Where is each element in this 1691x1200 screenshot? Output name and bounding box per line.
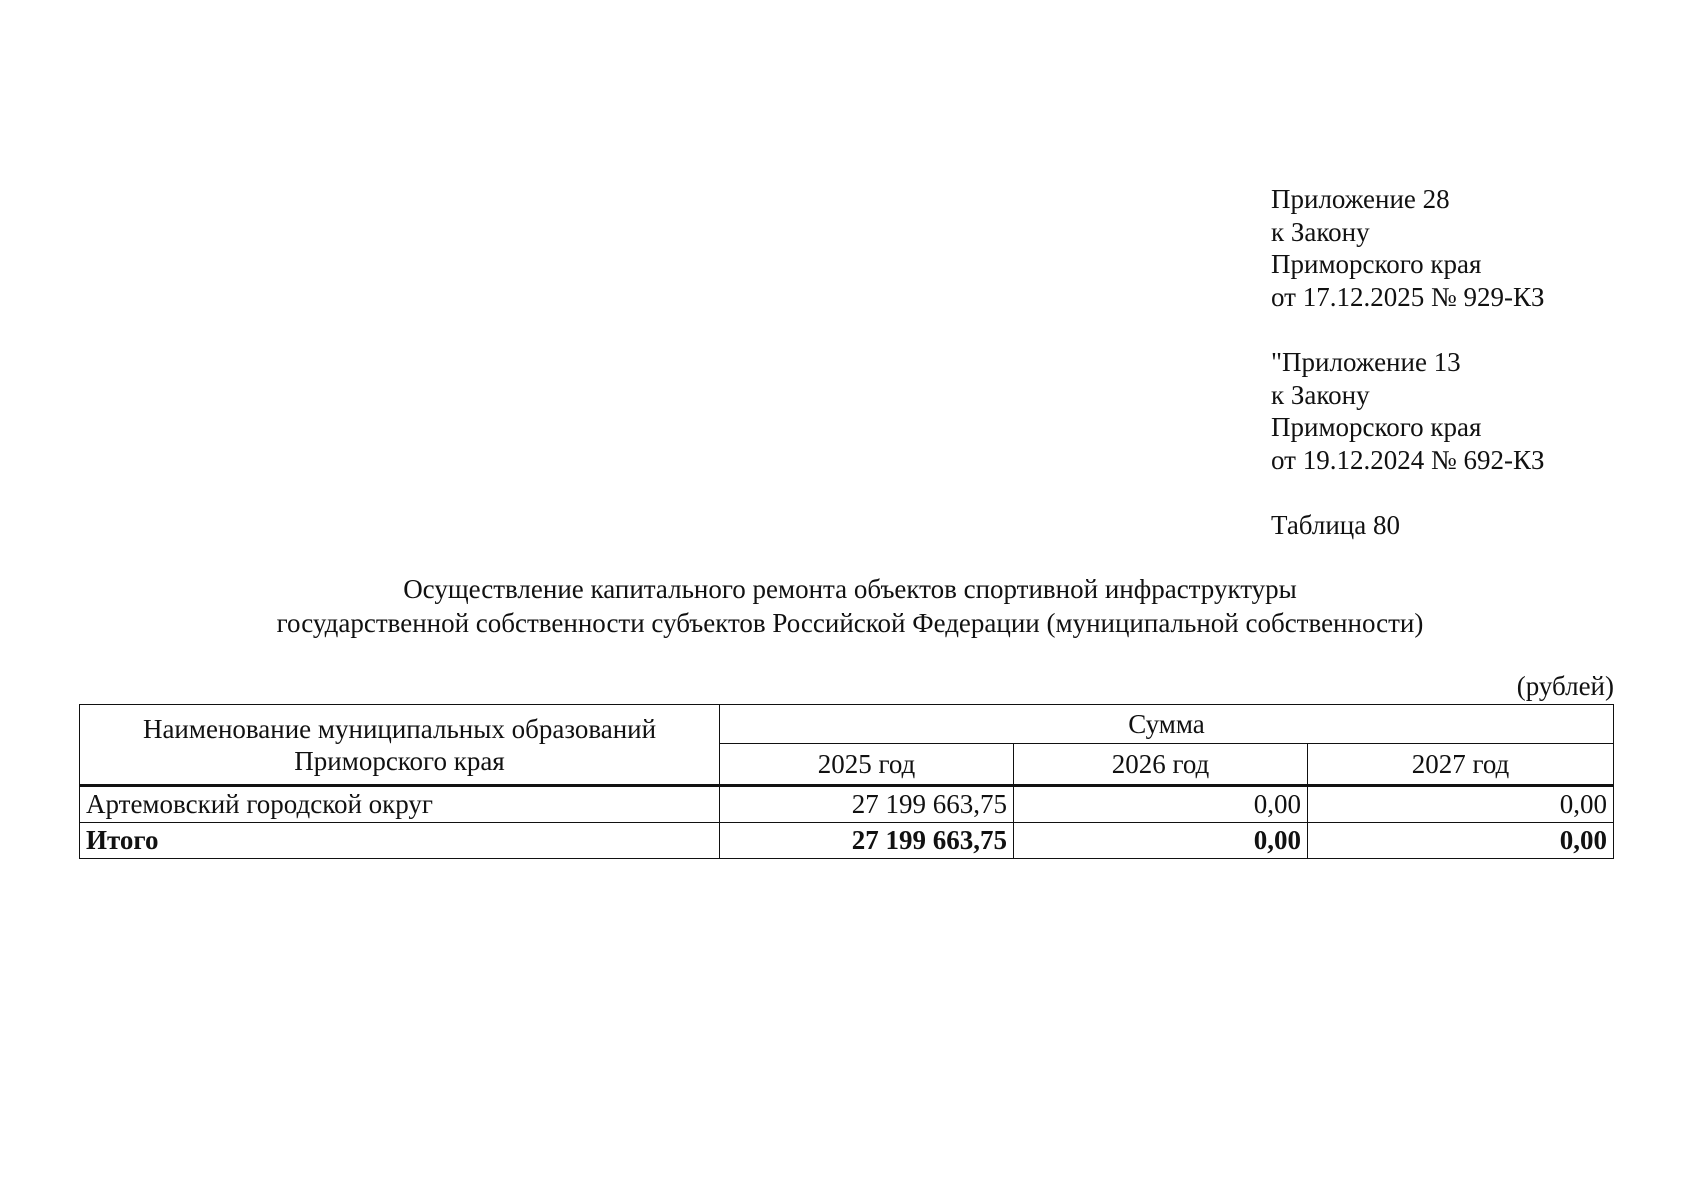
header-sum: Сумма bbox=[720, 705, 1614, 744]
header-year-2027: 2027 год bbox=[1308, 744, 1614, 786]
funding-table bbox=[79, 704, 1614, 859]
document-title-line-1: Осуществление капитального ремонта объектов спортивной инфраструктуры bbox=[403, 574, 1297, 604]
row-value-2025: 27 199 663,75 bbox=[720, 786, 1014, 823]
units-label: (рублей) bbox=[1516, 671, 1614, 701]
header-year-2025: 2025 год bbox=[720, 744, 1014, 786]
total-row bbox=[80, 823, 1614, 859]
row-value-2027: 0,00 bbox=[1308, 786, 1614, 823]
total-value-2027: 0,00 bbox=[1308, 823, 1614, 859]
appendix-amended-line-1: "Приложение 13 bbox=[1271, 347, 1461, 377]
table-row bbox=[80, 786, 1614, 823]
header-row-sum bbox=[80, 705, 1614, 744]
table-number: Таблица 80 bbox=[1271, 510, 1400, 540]
row-value-2026: 0,00 bbox=[1014, 786, 1308, 823]
appendix-amended-line-4: от 19.12.2024 № 692-КЗ bbox=[1271, 444, 1545, 475]
appendix-current-line-2: к Закону bbox=[1271, 216, 1370, 247]
header-year-2026: 2026 год bbox=[1014, 744, 1308, 786]
appendix-current-block bbox=[1271, 183, 1544, 313]
appendix-current-line-4: от 17.12.2025 № 929-КЗ bbox=[1271, 281, 1545, 312]
appendix-amended-line-3: Приморского края bbox=[1271, 412, 1482, 442]
document-title bbox=[100, 572, 1600, 640]
row-municipality-name: Артемовский городской округ bbox=[80, 786, 720, 823]
document-title-line-2: государственной собственности субъектов Российской Федерации (муниципальной собственности) bbox=[276, 608, 1424, 638]
header-municipality-name: Наименование муниципальных образований Приморского края bbox=[80, 705, 720, 786]
total-label: Итого bbox=[80, 823, 720, 859]
appendix-amended-line-2: к Закону bbox=[1271, 379, 1370, 410]
total-value-2025: 27 199 663,75 bbox=[720, 823, 1014, 859]
appendix-amended-block bbox=[1271, 346, 1544, 476]
appendix-current-line-1: Приложение 28 bbox=[1271, 184, 1450, 214]
total-value-2026: 0,00 bbox=[1014, 823, 1308, 859]
appendix-current-line-3: Приморского края bbox=[1271, 249, 1482, 279]
